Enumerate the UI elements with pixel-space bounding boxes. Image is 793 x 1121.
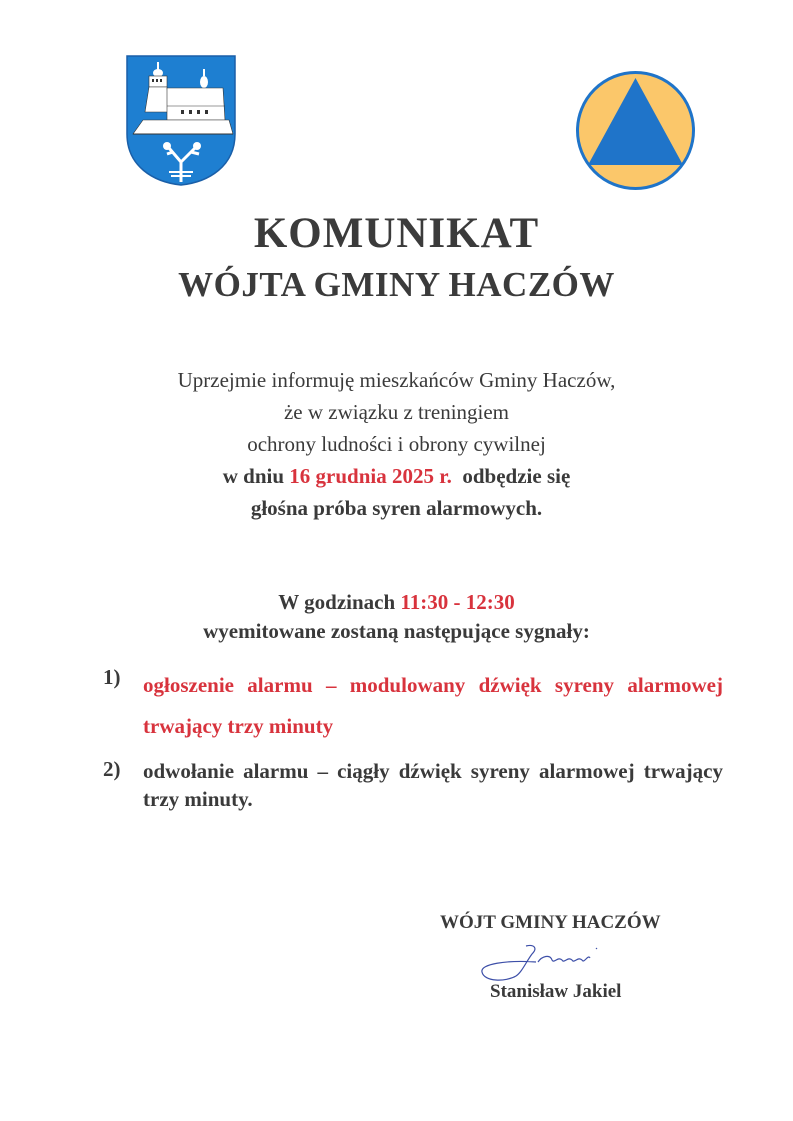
hours-line [0,588,793,617]
signatory-name: Stanisław Jakiel [490,981,622,1002]
hours-line-2: wyemitowane zostaną następujące sygnały: [203,619,590,643]
list-number: 2) [103,757,121,781]
time-range: 11:30 - 12:30 [400,590,515,614]
list-number: 1) [103,665,121,689]
signature-title: WÓJT GMINY HACZÓW [440,912,661,933]
intro-line: że w związku z treningiem [283,400,510,424]
hours-section [0,588,793,646]
list-item [103,757,723,813]
intro-line: Uprzejmie informuję mieszkańców Gminy Haczów, [177,368,616,392]
list-text: odwołanie alarmu – ciągły dźwięk syreny alarmowej trwający trzy minuty. [143,759,723,811]
intro-paragraph [0,364,793,524]
document-subtitle: WÓJTA GMINY HACZÓW [178,265,615,304]
event-date: 16 grudnia 2025 r. [289,464,452,488]
intro-date-line [0,460,793,492]
intro-line: głośna próba syren alarmowych. [250,496,543,520]
intro-line: ochrony ludności i obrony cywilnej [247,432,546,456]
document-title: KOMUNIKAT [253,210,540,257]
signals-list [103,665,723,813]
coat-of-arms-icon [125,54,237,187]
civil-defence-logo [575,70,696,191]
coat-of-arms-logo [125,54,237,187]
date-prefix: w dniu [222,464,290,488]
date-suffix: odbędzie się [451,464,571,488]
hours-prefix: W godzinach [278,590,401,614]
civil-defence-triangle-icon [575,70,696,191]
list-text: ogłoszenie alarmu – modulowany dźwięk syreny alarmowej trwający trzy minuty [143,673,723,738]
list-item [103,665,723,747]
